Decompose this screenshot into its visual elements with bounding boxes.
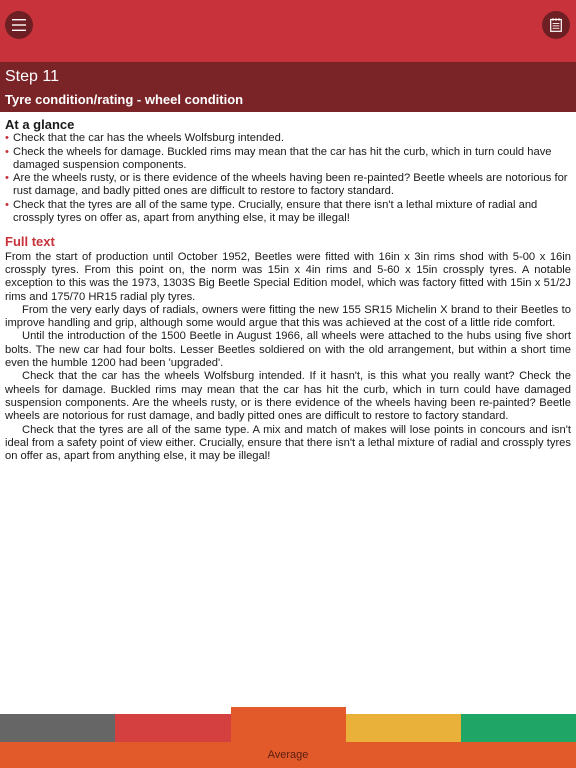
step-title: Step 11: [5, 68, 59, 85]
hamburger-menu-icon: [12, 19, 26, 31]
rating-selector: [0, 707, 576, 768]
at-a-glance-list: [5, 132, 571, 225]
at-a-glance-heading: At a glance: [5, 117, 75, 132]
paragraph: Check that the car has the wheels Wolfsburg intended. If it hasn't, is this what you really want? Check the wheels for damage. Buckled rims may mean that the car has hit the curb, which in turn could have damaged suspension components. Are the wheels rusty, or is there evidence of the wheels having been re-painted? Beetle wheels are notorious for rust damage, and badly pitted ones are difficult to restore to factory standard.: [5, 370, 571, 423]
step-header: [0, 62, 576, 112]
rating-segment-1[interactable]: [0, 714, 115, 742]
full-text-heading: Full text: [5, 234, 55, 250]
list-item: • Check that the tyres are all of the same type. Crucially, ensure that there isn't a lethal mixture of radial and crossply tyres on offer as, apart from anything else, it may be illegal!: [5, 199, 571, 226]
rating-segment-5[interactable]: [461, 714, 576, 742]
list-item: • Check the wheels for damage. Buckled rims may mean that the car has hit the curb, which in turn could have damaged suspension components.: [5, 146, 571, 173]
content-area: [5, 118, 571, 463]
paragraph: Check that the tyres are all of the same type. A mix and match of makes will lose points in concours and isn't ideal from a safety point of view either. Crucially, ensure that there isn't a lethal mixture of radial and crossply tyres on offer as, apart from anything else, it may be illegal!: [5, 423, 571, 463]
rating-label-bar: [0, 742, 576, 768]
top-app-bar: [0, 0, 576, 62]
rating-segment-4[interactable]: [346, 714, 461, 742]
step-subtitle: Tyre condition/rating - wheel condition: [5, 92, 244, 107]
rating-segment-2[interactable]: [115, 714, 231, 742]
paragraph: Until the introduction of the 1500 Beetle in August 1966, all wheels were attached to the hubs using five short bolts. The new car had four bolts. Lesser Beetles soldiered on with the old arrangement, but within a short time even the humble 1200 had been 'upgraded'.: [5, 330, 571, 370]
paragraph: From the very early days of radials, owners were fitting the new 155 SR15 Michelin X brand to their Beetles to improve handling and grip, although some would argue that this was achieved at the cost of a little ride comfort.: [5, 303, 571, 330]
menu-button[interactable]: [5, 11, 33, 39]
rating-label: Average: [267, 749, 309, 761]
notepad-icon: [550, 18, 562, 32]
notes-button[interactable]: [542, 11, 570, 39]
paragraph: From the start of production until October 1952, Beetles were fitted with 16in x 3in rims shod with 5-00 x 16in crossply tyres. From this point on, the norm was 15in x 4in rims and 5-60 x 15in crossply tyres. A notable exception to this was the 1973, 1303S Big Beetle Special Edition model, which was factory fitted with 15in x 51/2J rims and 175/70 HR15 radial ply tyres.: [5, 250, 571, 303]
list-item: • Are the wheels rusty, or is there evidence of the wheels having been re-painted? Beetle wheels are notorious for rust damage, and badly pitted ones are difficult to restore to factory standard.: [5, 172, 571, 199]
list-item: • Check that the car has the wheels Wolfsburg intended.: [5, 132, 571, 145]
rating-segment-3-selected[interactable]: [231, 707, 346, 742]
